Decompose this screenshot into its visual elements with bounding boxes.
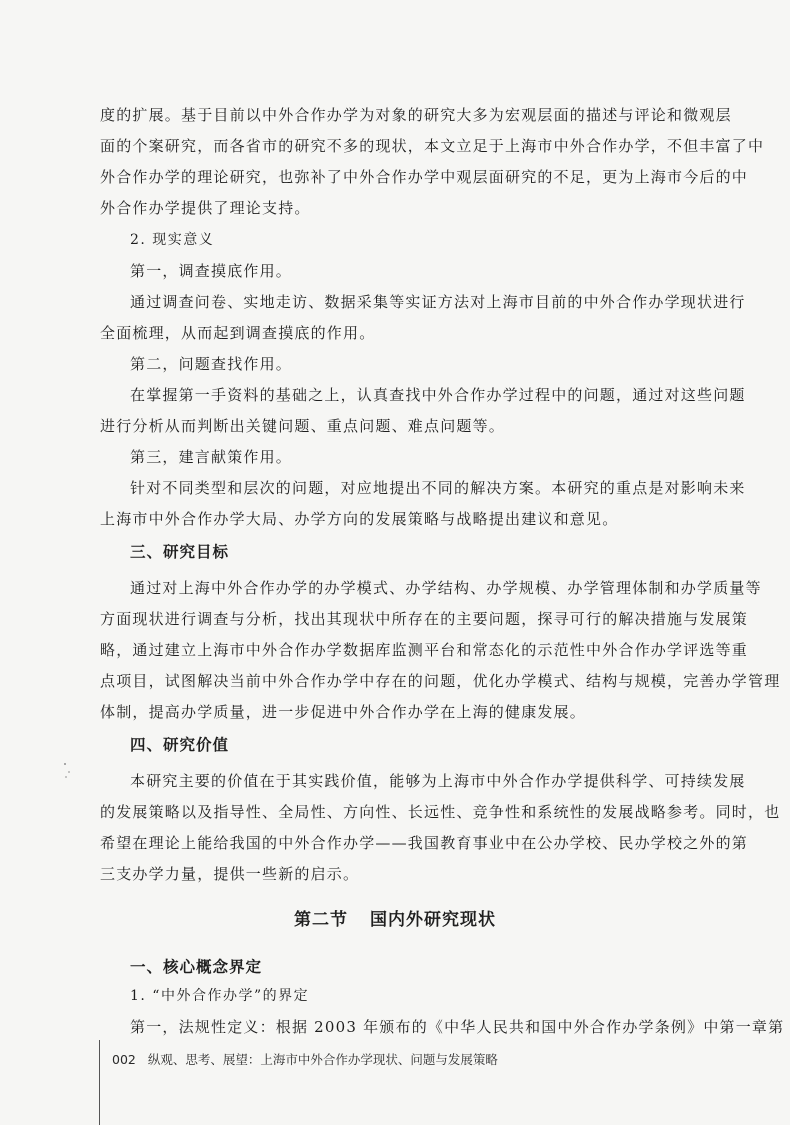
item2-title: 第二，问题查找作用。 bbox=[130, 355, 293, 373]
page-number: 002 bbox=[112, 1052, 136, 1067]
body-line: 上海市中外合作办学大局、办学方向的发展策略与战略提出建议和意见。 bbox=[100, 510, 619, 528]
body-line: 通过对上海中外合作办学的办学模式、办学结构、办学规模、办学管理体制和办学质量等 bbox=[130, 579, 762, 597]
page-footer bbox=[112, 1050, 498, 1068]
body-line: 的发展策略以及指导性、全局性、方向性、长远性、竞争性和系统性的发展战略参考。同时，也 bbox=[100, 803, 781, 821]
item3-title: 第三，建言献策作用。 bbox=[130, 448, 293, 466]
body-line: 度的扩展。基于目前以中外合作办学为对象的研究大多为宏观层面的描述与评论和微观层 bbox=[100, 106, 732, 124]
subheading-practical: 2. 现实意义 bbox=[130, 232, 215, 248]
body-line: 全面梳理，从而起到调查摸底的作用。 bbox=[100, 324, 376, 342]
body-line: 点项目，试图解决当前中外合作办学中存在的问题，优化办学模式、结构与规模，完善办学管理 bbox=[100, 672, 781, 690]
body-line: 外合作办学提供了理论支持。 bbox=[100, 199, 311, 217]
body-line: 针对不同类型和层次的问题，对应地提出不同的解决方案。本研究的重点是对影响未来 bbox=[130, 479, 746, 497]
book-title: 纵观、思考、展望：上海市中外合作办学现状、问题与发展策略 bbox=[147, 1052, 498, 1067]
chapter-section-label: 第二节 bbox=[294, 910, 348, 930]
body-line: 第一，法规性定义：根据 2003 年颁布的《中华人民共和国中外合作办学条例》中第一章第 bbox=[130, 1018, 785, 1036]
body-line: 略，通过建立上海市中外合作办学数据库监测平台和常态化的示范性中外合作办学评选等重 bbox=[100, 641, 749, 659]
body-line: 三支办学力量，提供一些新的启示。 bbox=[100, 865, 360, 883]
scan-specks bbox=[62, 760, 72, 780]
body-line: 在掌握第一手资料的基础之上，认真查找中外合作办学过程中的问题，通过对这些问题 bbox=[130, 386, 746, 404]
body-line: 希望在理论上能给我国的中外合作办学——我国教育事业中在公办学校、民办学校之外的第 bbox=[100, 834, 749, 852]
section-heading-research-value: 四、研究价值 bbox=[130, 736, 230, 754]
chapter-heading bbox=[0, 905, 790, 930]
chapter-title: 国内外研究现状 bbox=[370, 910, 496, 930]
body-line: 进行分析从而判断出关键问题、重点问题、难点问题等。 bbox=[100, 417, 506, 435]
margin-rule bbox=[99, 1040, 100, 1125]
body-line: 体制，提高办学质量，进一步促进中外合作办学在上海的健康发展。 bbox=[100, 703, 587, 721]
body-line: 方面现状进行调查与分析，找出其现状中所存在的主要问题，探寻可行的解决措施与发展策 bbox=[100, 610, 749, 628]
subheading-definition: 1. “中外合作办学”的界定 bbox=[130, 988, 310, 1004]
body-line: 外合作办学的理论研究，也弥补了中外合作办学中观层面研究的不足，更为上海市今后的中 bbox=[100, 168, 749, 186]
section-heading-research-goals: 三、研究目标 bbox=[130, 543, 230, 561]
body-line: 通过调查问卷、实地走访、数据采集等实证方法对上海市目前的中外合作办学现状进行 bbox=[130, 293, 746, 311]
item1-title: 第一，调查摸底作用。 bbox=[130, 262, 293, 280]
body-line: 面的个案研究，而各省市的研究不多的现状，本文立足于上海市中外合作办学，不但丰富了中 bbox=[100, 137, 765, 155]
body-line: 本研究主要的价值在于其实践价值，能够为上海市中外合作办学提供科学、可持续发展 bbox=[130, 772, 746, 790]
heading-core-concepts: 一、核心概念界定 bbox=[130, 958, 263, 976]
